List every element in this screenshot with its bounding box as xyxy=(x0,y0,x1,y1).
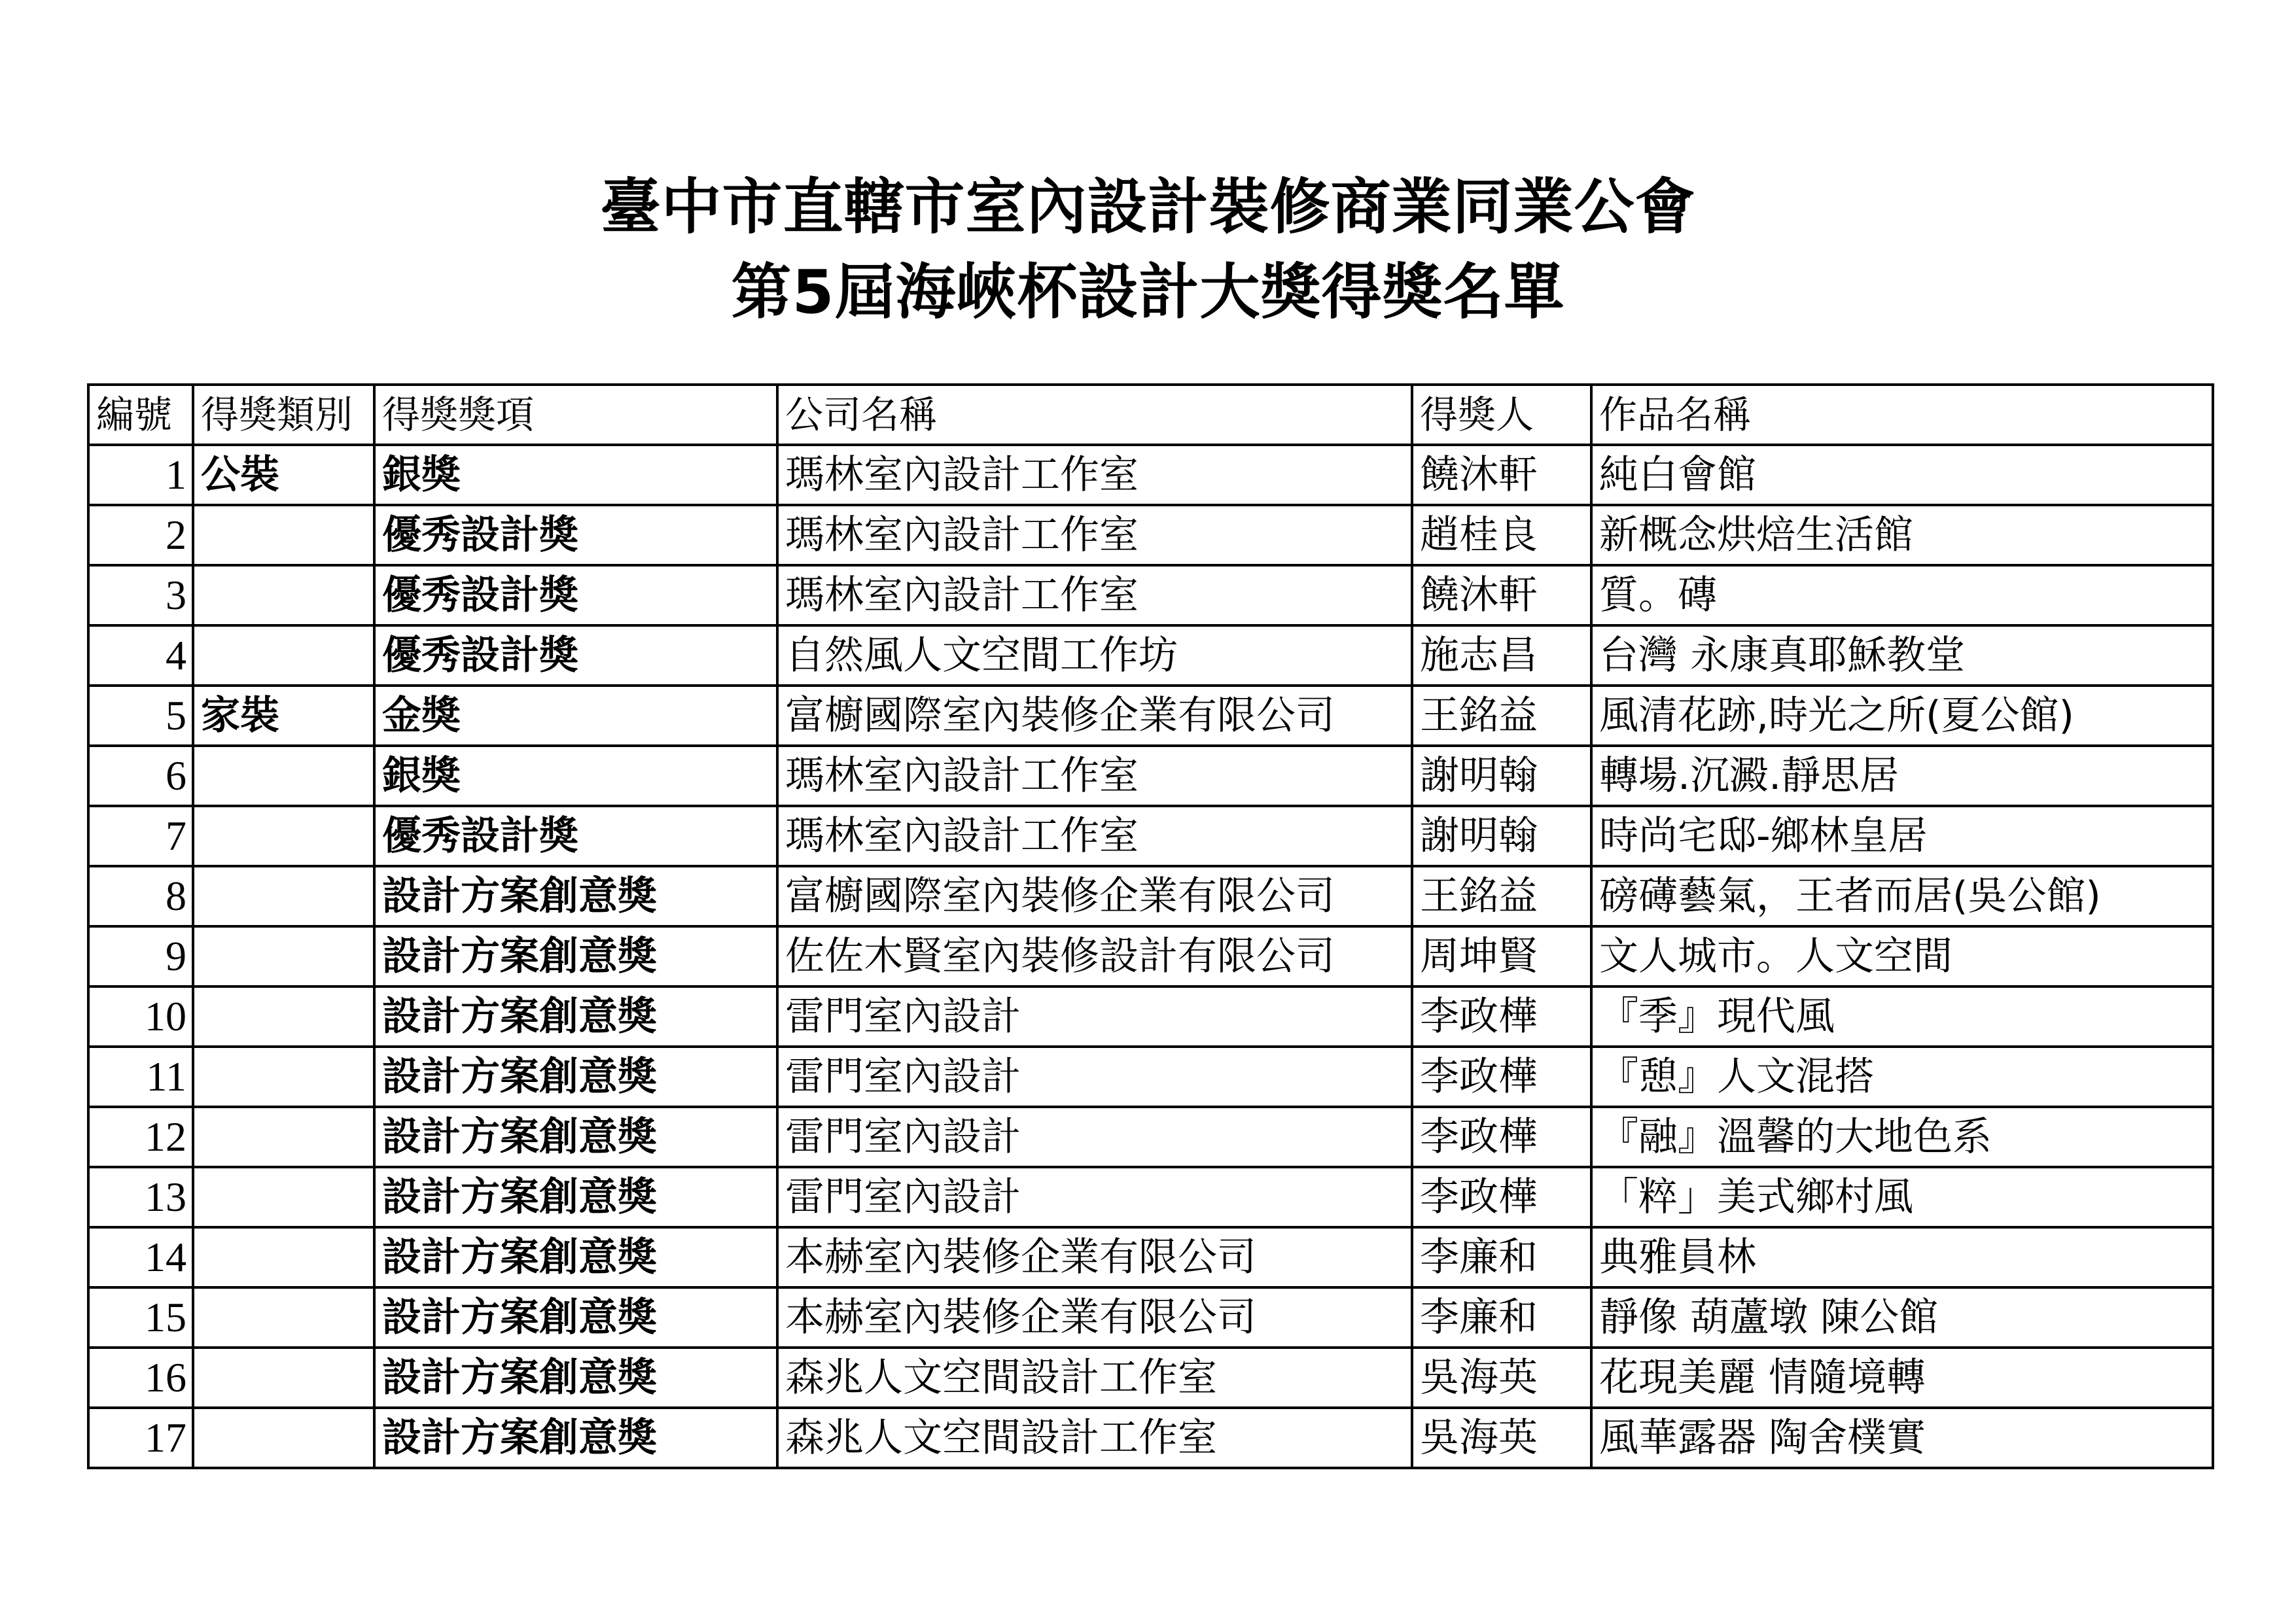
cell-number: 8 xyxy=(88,866,193,926)
cell-category xyxy=(193,926,374,986)
cell-award: 設計方案創意獎 xyxy=(374,1287,777,1348)
document-subtitle: 第5屆海峽杯設計大獎得獎名單 xyxy=(731,257,1565,327)
cell-category xyxy=(193,1287,374,1348)
cell-company: 雷門室內設計 xyxy=(777,986,1412,1047)
cell-award: 設計方案創意獎 xyxy=(374,926,777,986)
cell-category xyxy=(193,746,374,806)
cell-winner: 李廉和 xyxy=(1412,1287,1591,1348)
table-row xyxy=(88,1167,2213,1227)
table-row xyxy=(88,806,2213,866)
cell-work: 新概念烘焙生活館 xyxy=(1591,505,2213,565)
cell-company: 瑪林室內設計工作室 xyxy=(777,505,1412,565)
cell-company: 富櫥國際室內裝修企業有限公司 xyxy=(777,686,1412,746)
cell-award: 設計方案創意獎 xyxy=(374,1227,777,1287)
cell-work: 靜像 葫蘆墩 陳公館 xyxy=(1591,1287,2213,1348)
cell-winner: 李廉和 xyxy=(1412,1227,1591,1287)
cell-number: 2 xyxy=(88,505,193,565)
document-title: 臺中市直轄市室內設計裝修商業同業公會 xyxy=(600,172,1696,242)
table-row xyxy=(88,1408,2213,1468)
cell-category xyxy=(193,1047,374,1107)
cell-award: 設計方案創意獎 xyxy=(374,1167,777,1227)
cell-category xyxy=(193,1227,374,1287)
cell-winner: 施志昌 xyxy=(1412,625,1591,686)
cell-number: 1 xyxy=(88,445,193,505)
cell-award: 優秀設計獎 xyxy=(374,625,777,686)
cell-category xyxy=(193,625,374,686)
cell-work: 純白會館 xyxy=(1591,445,2213,505)
cell-work: 轉場.沉澱.靜思居 xyxy=(1591,746,2213,806)
cell-number: 14 xyxy=(88,1227,193,1287)
cell-winner: 謝明翰 xyxy=(1412,806,1591,866)
cell-category xyxy=(193,1408,374,1468)
cell-company: 雷門室內設計 xyxy=(777,1107,1412,1167)
cell-company: 森兆人文空間設計工作室 xyxy=(777,1408,1412,1468)
cell-category xyxy=(193,1348,374,1408)
cell-winner: 李政樺 xyxy=(1412,1167,1591,1227)
cell-number: 11 xyxy=(88,1047,193,1107)
cell-category xyxy=(193,1167,374,1227)
table-row xyxy=(88,625,2213,686)
table-row xyxy=(88,926,2213,986)
cell-number: 13 xyxy=(88,1167,193,1227)
cell-category xyxy=(193,1107,374,1167)
header-category: 得獎類別 xyxy=(193,385,374,445)
cell-work: 「粹」美式鄉村風 xyxy=(1591,1167,2213,1227)
cell-winner: 饒沐軒 xyxy=(1412,445,1591,505)
table-row xyxy=(88,1047,2213,1107)
table-row xyxy=(88,505,2213,565)
cell-work: 『融』溫馨的大地色系 xyxy=(1591,1107,2213,1167)
cell-number: 7 xyxy=(88,806,193,866)
table-row xyxy=(88,866,2213,926)
cell-company: 瑪林室內設計工作室 xyxy=(777,565,1412,625)
header-work: 作品名稱 xyxy=(1591,385,2213,445)
cell-company: 富櫥國際室內裝修企業有限公司 xyxy=(777,866,1412,926)
cell-category xyxy=(193,806,374,866)
cell-winner: 李政樺 xyxy=(1412,986,1591,1047)
cell-award: 金獎 xyxy=(374,686,777,746)
table-row xyxy=(88,1287,2213,1348)
cell-work: 台灣 永康真耶穌教堂 xyxy=(1591,625,2213,686)
cell-category xyxy=(193,505,374,565)
cell-award: 銀獎 xyxy=(374,445,777,505)
cell-award: 設計方案創意獎 xyxy=(374,1408,777,1468)
table-body xyxy=(88,445,2213,1468)
cell-work: 『憩』人文混搭 xyxy=(1591,1047,2213,1107)
cell-winner: 吳海英 xyxy=(1412,1408,1591,1468)
cell-award: 優秀設計獎 xyxy=(374,505,777,565)
cell-winner: 王銘益 xyxy=(1412,686,1591,746)
cell-winner: 謝明翰 xyxy=(1412,746,1591,806)
cell-company: 森兆人文空間設計工作室 xyxy=(777,1348,1412,1408)
table-row xyxy=(88,565,2213,625)
cell-work: 磅礡藝氣，王者而居(吳公館) xyxy=(1591,866,2213,926)
header-winner: 得獎人 xyxy=(1412,385,1591,445)
table-row xyxy=(88,1348,2213,1408)
cell-company: 瑪林室內設計工作室 xyxy=(777,445,1412,505)
cell-winner: 趙桂良 xyxy=(1412,505,1591,565)
cell-work: 時尚宅邸-鄉林皇居 xyxy=(1591,806,2213,866)
cell-award: 優秀設計獎 xyxy=(374,806,777,866)
cell-award: 設計方案創意獎 xyxy=(374,1348,777,1408)
cell-company: 本赫室內裝修企業有限公司 xyxy=(777,1287,1412,1348)
header-company: 公司名稱 xyxy=(777,385,1412,445)
cell-number: 16 xyxy=(88,1348,193,1408)
cell-award: 設計方案創意獎 xyxy=(374,986,777,1047)
cell-work: 質。磚 xyxy=(1591,565,2213,625)
cell-winner: 饒沐軒 xyxy=(1412,565,1591,625)
cell-number: 5 xyxy=(88,686,193,746)
table-header-row xyxy=(88,385,2213,445)
cell-work: 風清花跡,時光之所(夏公館) xyxy=(1591,686,2213,746)
cell-winner: 王銘益 xyxy=(1412,866,1591,926)
cell-company: 佐佐木賢室內裝修設計有限公司 xyxy=(777,926,1412,986)
cell-company: 雷門室內設計 xyxy=(777,1047,1412,1107)
cell-award: 銀獎 xyxy=(374,746,777,806)
cell-number: 9 xyxy=(88,926,193,986)
cell-award: 設計方案創意獎 xyxy=(374,1047,777,1107)
cell-category xyxy=(193,986,374,1047)
cell-number: 17 xyxy=(88,1408,193,1468)
table-row xyxy=(88,746,2213,806)
cell-work: 『季』現代風 xyxy=(1591,986,2213,1047)
cell-category: 公裝 xyxy=(193,445,374,505)
cell-winner: 周坤賢 xyxy=(1412,926,1591,986)
cell-category xyxy=(193,565,374,625)
cell-company: 本赫室內裝修企業有限公司 xyxy=(777,1227,1412,1287)
cell-number: 6 xyxy=(88,746,193,806)
cell-category: 家裝 xyxy=(193,686,374,746)
award-winners-table xyxy=(87,383,2214,1469)
cell-award: 設計方案創意獎 xyxy=(374,1107,777,1167)
cell-number: 4 xyxy=(88,625,193,686)
cell-winner: 李政樺 xyxy=(1412,1107,1591,1167)
table-row xyxy=(88,445,2213,505)
table-row xyxy=(88,1227,2213,1287)
cell-number: 10 xyxy=(88,986,193,1047)
cell-work: 典雅員林 xyxy=(1591,1227,2213,1287)
cell-company: 雷門室內設計 xyxy=(777,1167,1412,1227)
cell-winner: 吳海英 xyxy=(1412,1348,1591,1408)
header-award: 得獎獎項 xyxy=(374,385,777,445)
table-row xyxy=(88,1107,2213,1167)
cell-number: 15 xyxy=(88,1287,193,1348)
cell-work: 文人城市。人文空間 xyxy=(1591,926,2213,986)
header-number: 編號 xyxy=(88,385,193,445)
cell-number: 3 xyxy=(88,565,193,625)
cell-work: 風華露器 陶舍樸實 xyxy=(1591,1408,2213,1468)
cell-work: 花現美麗 情隨境轉 xyxy=(1591,1348,2213,1408)
cell-company: 自然風人文空間工作坊 xyxy=(777,625,1412,686)
table-row xyxy=(88,686,2213,746)
cell-award: 優秀設計獎 xyxy=(374,565,777,625)
table-row xyxy=(88,986,2213,1047)
cell-category xyxy=(193,866,374,926)
cell-award: 設計方案創意獎 xyxy=(374,866,777,926)
cell-winner: 李政樺 xyxy=(1412,1047,1591,1107)
cell-company: 瑪林室內設計工作室 xyxy=(777,806,1412,866)
cell-company: 瑪林室內設計工作室 xyxy=(777,746,1412,806)
cell-number: 12 xyxy=(88,1107,193,1167)
